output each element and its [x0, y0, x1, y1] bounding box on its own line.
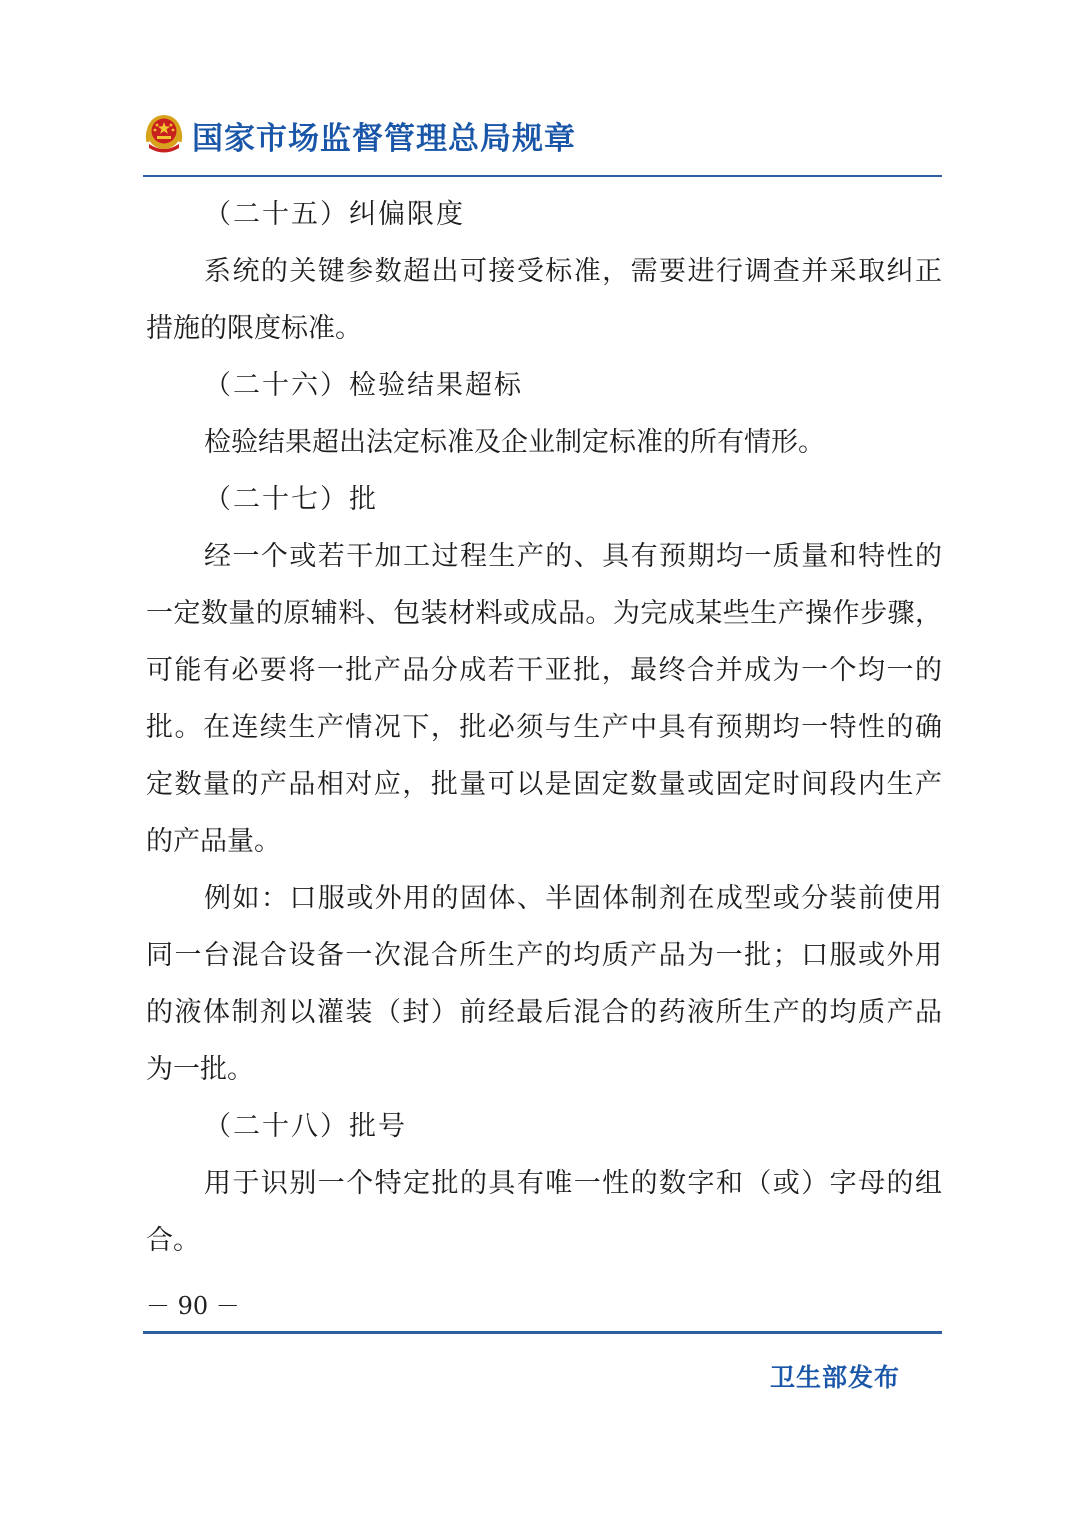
section-heading: （二十七）批	[204, 484, 378, 515]
paragraph-line: 例如：口服或外用的固体、半固体制剂在成型或分装前使用	[204, 883, 942, 914]
paragraph-line: 为一批。	[146, 1054, 254, 1085]
paragraph-line: 措施的限度标准。	[146, 313, 362, 344]
paragraph-line: 检验结果超出法定标准及企业制定标准的所有情形。	[204, 427, 825, 458]
publisher-label: 卫生部发布	[770, 1363, 901, 1392]
section-heading: （二十五）纠偏限度	[204, 199, 465, 230]
document-body	[146, 186, 942, 1269]
paragraph-line: 批。在连续生产情况下，批必须与生产中具有预期均一特性的确	[146, 712, 942, 743]
section-heading: （二十六）检验结果超标	[204, 370, 523, 401]
footer-divider	[143, 1331, 942, 1334]
header-divider	[143, 175, 942, 177]
paragraph-line: 同一台混合设备一次混合所生产的均质产品为一批；口服或外用	[146, 940, 942, 971]
national-emblem-icon	[144, 112, 184, 158]
paragraph-line: 定数量的产品相对应，批量可以是固定数量或固定时间段内生产	[146, 769, 942, 800]
paragraph-line: 一定数量的原辅料、包装材料或成品。为完成某些生产操作步骤，	[146, 598, 942, 629]
section-heading: （二十八）批号	[204, 1111, 407, 1142]
paragraph-line: 的产品量。	[146, 826, 281, 857]
paragraph-line: 用于识别一个特定批的具有唯一性的数字和（或）字母的组	[204, 1168, 942, 1199]
paragraph-line: 的液体制剂以灌装（封）前经最后混合的药液所生产的均质产品	[146, 997, 942, 1028]
paragraph-line: 经一个或若干加工过程生产的、具有预期均一质量和特性的	[204, 541, 942, 572]
page-header	[144, 112, 576, 158]
paragraph-line: 可能有必要将一批产品分成若干亚批，最终合并成为一个均一的	[146, 655, 942, 686]
paragraph-line: 合。	[146, 1225, 200, 1256]
header-title: 国家市场监督管理总局规章	[192, 120, 576, 157]
paragraph-line: 系统的关键参数超出可接受标准，需要进行调查并采取纠正	[204, 256, 942, 287]
page-number: － 90 －	[146, 1292, 240, 1320]
